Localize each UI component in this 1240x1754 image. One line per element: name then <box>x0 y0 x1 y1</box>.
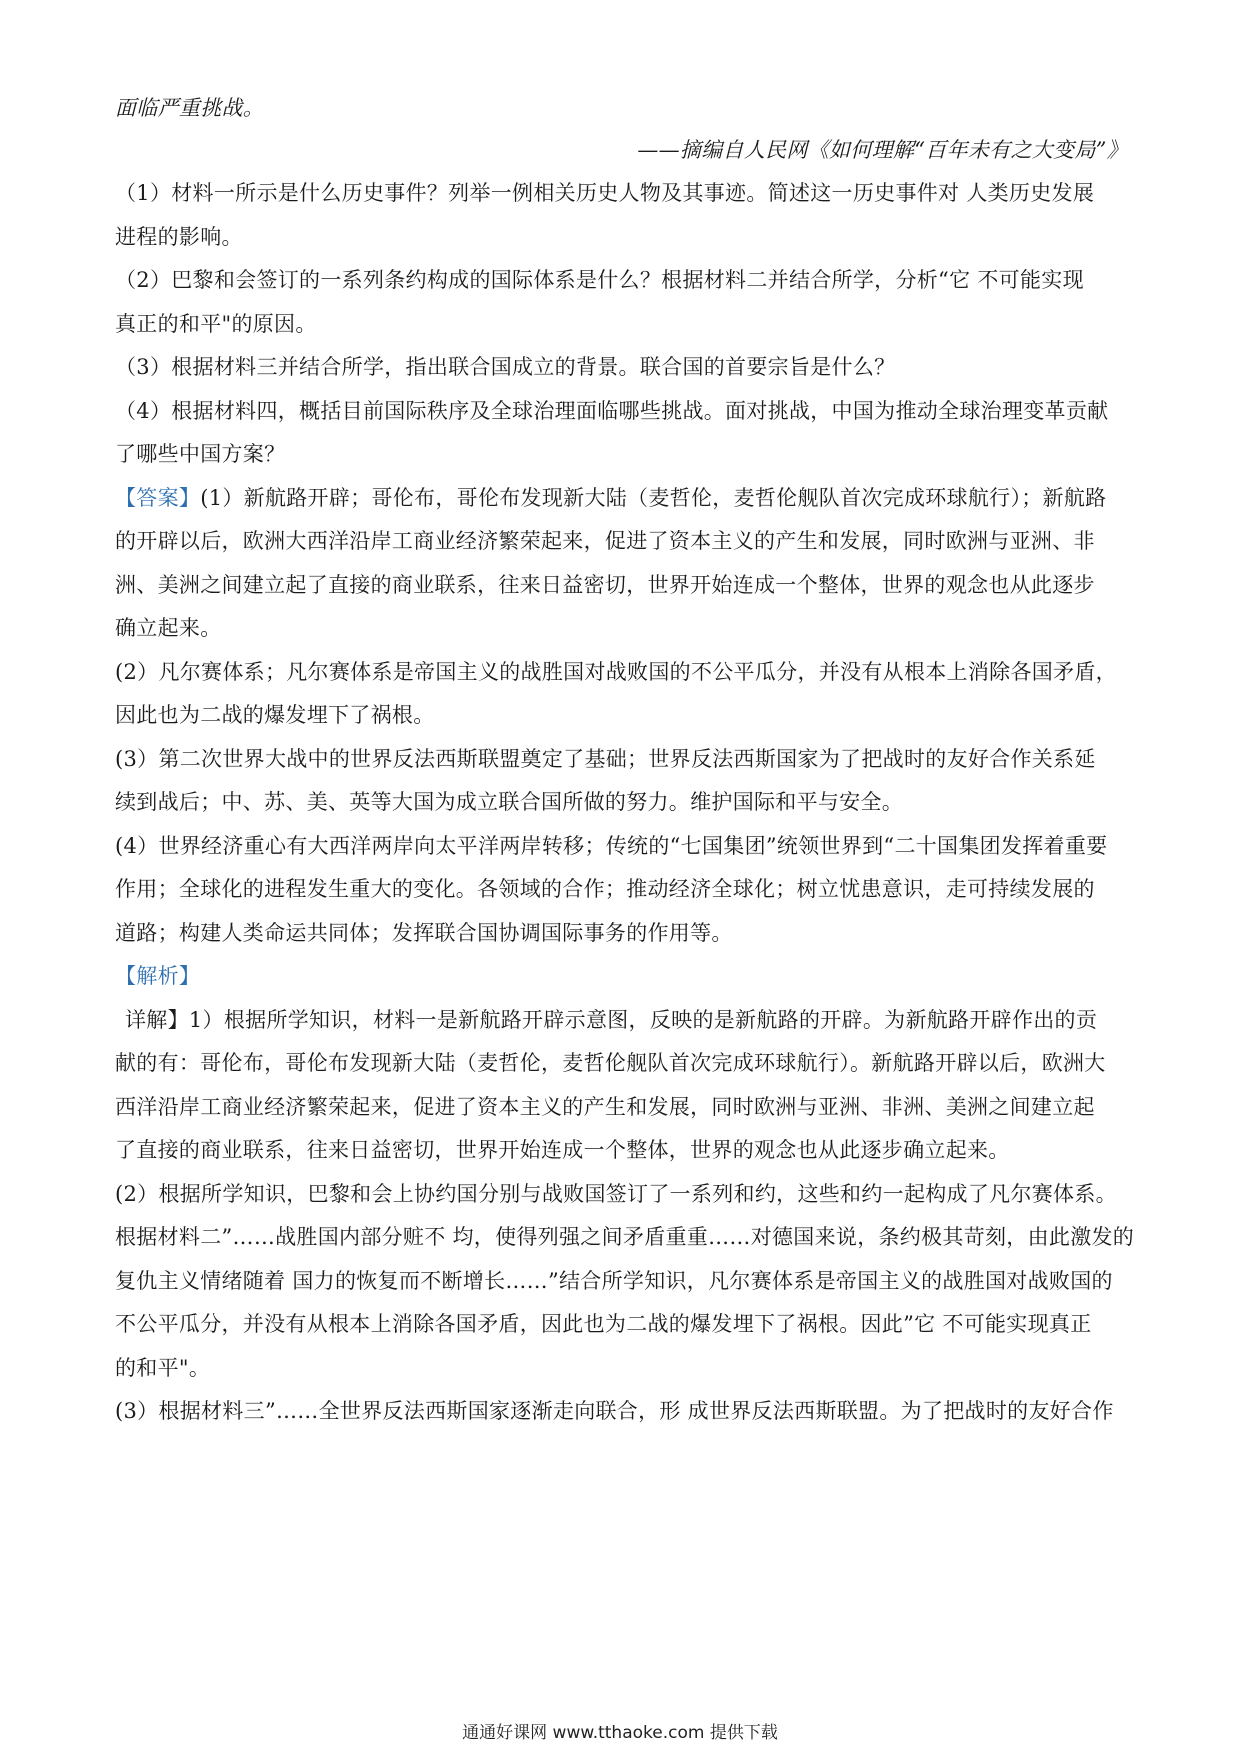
text-line: 复仇主义情绪随着 国力的恢复而不断增长……”结合所学知识，凡尔赛体系是帝国主义的战胜国对战败国的 <box>115 1269 1113 1293</box>
text-line: 进程的影响。 <box>115 225 243 249</box>
source-citation: ——摘编自人民网《如何理解“百年未有之大变局”》 <box>637 138 1128 162</box>
question-3: （3）根据材料三并结合所学，指出联合国成立的背景。联合国的首要宗旨是什么？ <box>115 355 896 379</box>
text-line: 不公平瓜分，并没有从根本上消除各国矛盾，因此也为二战的爆发埋下了祸根。因此”它 不可能实现真正 <box>115 1312 1092 1336</box>
text-line: 真正的和平"的原因。 <box>115 312 317 336</box>
text-line: (3）第二次世界大战中的世界反法西斯联盟奠定了基础；世界反法西斯国家为了把战时的友好合作关系延 <box>115 747 1096 771</box>
text-line: 详解】1）根据所学知识，材料一是新航路开辟示意图，反映的是新航路的开辟。为新航路开辟作出的贡 <box>125 1008 1098 1032</box>
text-line: (2）凡尔赛体系；凡尔赛体系是帝国主义的战胜国对战败国的不公平瓜分，并没有从根本上消除各国矛盾， <box>115 660 1117 684</box>
text-line: 确立起来。 <box>115 616 222 640</box>
text-line: 作用；全球化的进程发生重大的变化。各领域的合作；推动经济全球化；树立忧患意识，走可持续发展的 <box>115 877 1095 901</box>
text-line: 西洋沿岸工商业经济繁荣起来，促进了资本主义的产生和发展，同时欧洲与亚洲、非洲、美洲之间建立起 <box>115 1095 1095 1119</box>
text-line: (4）世界经济重心有大西洋两岸向太平洋两岸转移；传统的“七国集团”统领世界到“二十国集团发挥着重要 <box>115 834 1108 858</box>
text-line: 道路；构建人类命运共同体；发挥联合国协调国际事务的作用等。 <box>115 921 733 945</box>
page-footer: 通通好课网 www.tthaoke.com 提供下载 <box>462 1723 778 1743</box>
text-line: 了哪些中国方案？ <box>115 442 286 466</box>
text-line: (3）根据材料三”……全世界反法西斯国家逐渐走向联合，形 成世界反法西斯联盟。为了把战时的友好合作 <box>115 1399 1114 1423</box>
text-line: 的和平"。 <box>115 1356 211 1380</box>
text-line: 献的有：哥伦布，哥伦布发现新大陆（麦哲伦，麦哲伦舰队首次完成环球航行）。新航路开辟以后，欧洲大 <box>115 1051 1106 1075</box>
text-line: 了直接的商业联系，往来日益密切，世界开始连成一个整体，世界的观念也从此逐步确立起来。 <box>115 1138 1010 1162</box>
text-line: (2）根据所学知识，巴黎和会上协约国分别与战败国签订了一系列和约，这些和约一起构成了凡尔赛体系。 <box>115 1182 1117 1206</box>
question-1: （1）材料一所示是什么历史事件？列举一例相关历史人物及其事迹。简述这一历史事件对 人类历史发展 <box>115 181 1095 205</box>
question-4: （4）根据材料四，概括目前国际秩序及全球治理面临哪些挑战。面对挑战，中国为推动全球治理变革贡献 <box>115 399 1109 423</box>
text-line: 因此也为二战的爆发埋下了祸根。 <box>115 703 435 727</box>
answer-text: (1）新航路开辟；哥伦布，哥伦布发现新大陆（麦哲伦，麦哲伦舰队首次完成环球航行）；新航路 <box>200 486 1107 510</box>
text-line: 面临严重挑战。 <box>115 96 265 120</box>
text-line: 洲、美洲之间建立起了直接的商业联系，往来日益密切，世界开始连成一个整体，世界的观念也从此逐步 <box>115 573 1095 597</box>
text-line: 续到战后；中、苏、美、英等大国为成立联合国所做的努力。维护国际和平与安全。 <box>115 790 904 814</box>
text-line: 根据材料二”……战胜国内部分赃不 均，使得列强之间矛盾重重……对德国来说，条约极其苛刻，由此激发的 <box>115 1225 1135 1249</box>
answer-tag: 【答案】 <box>115 486 201 510</box>
answer-line <box>115 483 1127 513</box>
question-2: （2）巴黎和会签订的一系列条约构成的国际体系是什么？根据材料二并结合所学，分析“它 不可能实现 <box>115 268 1084 292</box>
analysis-tag: 【解析】 <box>115 964 201 988</box>
text-line: 的开辟以后，欧洲大西洋沿岸工商业经济繁荣起来，促进了资本主义的产生和发展，同时欧洲与亚洲、非 <box>115 529 1095 553</box>
